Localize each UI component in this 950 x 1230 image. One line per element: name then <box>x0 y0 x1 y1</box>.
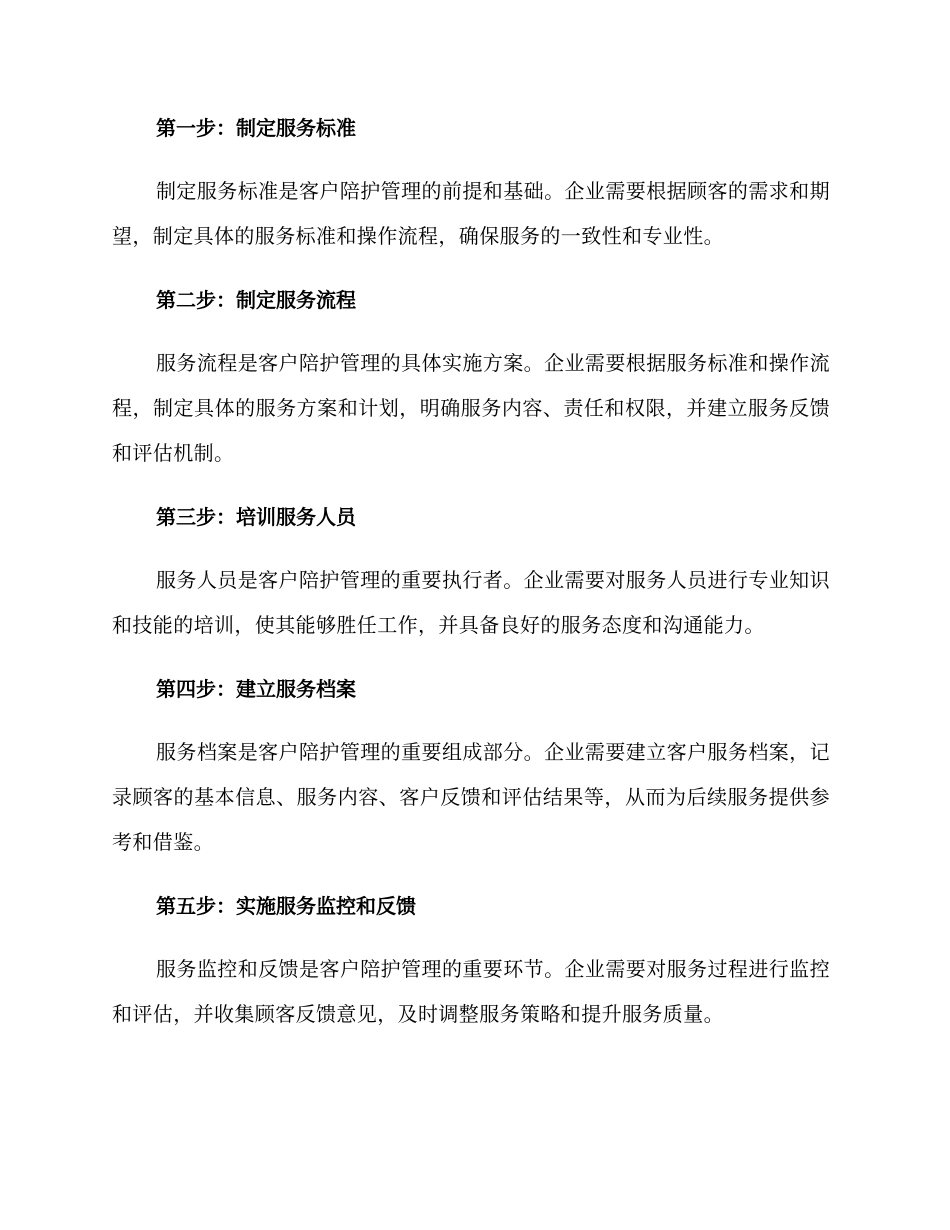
section-heading: 第三步：培训服务人员 <box>156 505 356 529</box>
section-1 <box>112 110 830 259</box>
section-heading: 第五步：实施服务监控和反馈 <box>156 894 416 918</box>
section-2 <box>112 282 830 476</box>
document-body <box>112 110 830 1060</box>
section-heading: 第四步：建立服务档案 <box>156 677 356 701</box>
section-4 <box>112 671 830 865</box>
section-paragraph: 制定服务标准是客户陪护管理的前提和基础。企业需要根据顾客的需求和期望，制定具体的服务标准和操作流程，确保服务的一致性和专业性。 <box>112 179 830 248</box>
section-heading: 第一步：制定服务标准 <box>156 116 356 140</box>
section-paragraph: 服务监控和反馈是客户陪护管理的重要环节。企业需要对服务过程进行监控和评估，并收集顾客反馈意见，及时调整服务策略和提升服务质量。 <box>112 957 830 1026</box>
section-heading: 第二步：制定服务流程 <box>156 288 356 312</box>
section-paragraph: 服务档案是客户陪护管理的重要组成部分。企业需要建立客户服务档案，记录顾客的基本信息、服务内容、客户反馈和评估结果等，从而为后续服务提供参考和借鉴。 <box>112 740 830 854</box>
section-5 <box>112 888 830 1037</box>
section-paragraph: 服务人员是客户陪护管理的重要执行者。企业需要对服务人员进行专业知识和技能的培训，使其能够胜任工作，并具备良好的服务态度和沟通能力。 <box>112 568 830 637</box>
section-paragraph: 服务流程是客户陪护管理的具体实施方案。企业需要根据服务标准和操作流程，制定具体的服务方案和计划，明确服务内容、责任和权限，并建立服务反馈和评估机制。 <box>112 351 830 465</box>
section-3 <box>112 499 830 648</box>
